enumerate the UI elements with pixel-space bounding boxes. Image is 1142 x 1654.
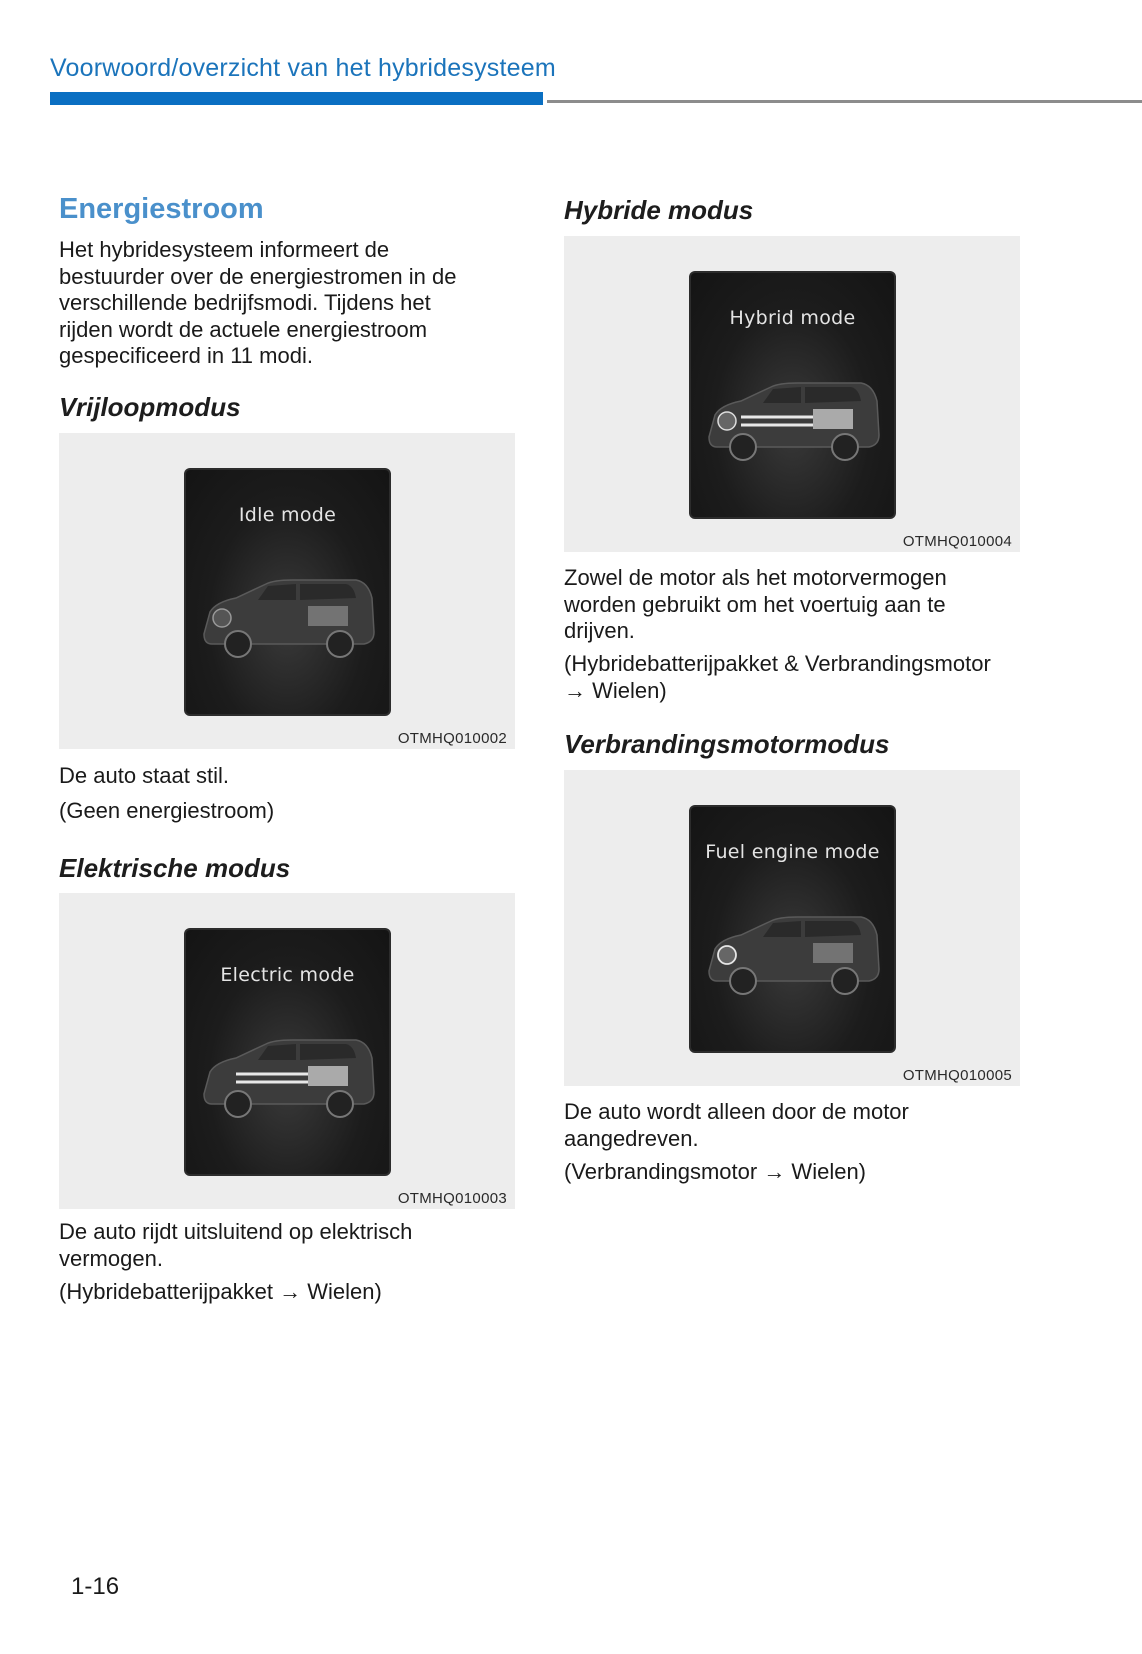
hybrid-description	[564, 565, 1014, 645]
intro-line: rijden wordt de actuele energiestroom	[59, 316, 428, 342]
hybrid-mode-figure	[564, 236, 1020, 552]
car-illustration-icon	[701, 367, 884, 477]
electric-mode-figure	[59, 893, 515, 1209]
idle-energy-flow: (Geen energiestroom)	[59, 798, 275, 823]
idle-mode-screen-label: Idle mode	[238, 504, 337, 526]
figure-code: OTMHQ010004	[902, 533, 1012, 550]
electric-energy-flow: (Hybridebatterijpakket → Wielen)	[59, 1279, 382, 1304]
header-rule-blue	[50, 92, 543, 105]
hybrid-mode-screen-label: Hybrid mode	[729, 307, 856, 329]
electric-mode-screen-label: Electric mode	[220, 964, 355, 986]
figure-code: OTMHQ010005	[902, 1067, 1012, 1084]
header-rule-gray	[547, 100, 1142, 103]
description-line: aangedreven.	[564, 1125, 699, 1151]
description-line: vermogen.	[59, 1245, 163, 1271]
fuel-mode-title: Verbrandingsmotormodus	[564, 729, 890, 759]
fuel-mode-figure	[564, 770, 1020, 1086]
intro-line: Het hybridesysteem informeert de	[59, 237, 390, 262]
flow-line: → Wielen)	[564, 677, 667, 703]
car-illustration-icon	[701, 901, 884, 1011]
figure-code: OTMHQ010003	[397, 1190, 507, 1207]
description-line: Zowel de motor als het motorvermogen	[564, 565, 947, 590]
description-line: De auto wordt alleen door de motor	[564, 1099, 909, 1124]
fuel-mode-screen-label: Fuel engine mode	[705, 841, 880, 863]
idle-mode-figure	[59, 433, 515, 749]
car-illustration-icon	[196, 1024, 379, 1134]
description-line: De auto rijdt uitsluitend op elektrisch	[59, 1219, 413, 1244]
hybrid-mode-screen	[691, 273, 894, 517]
intro-line: gespecificeerd in 11 modi.	[59, 343, 313, 368]
idle-mode-title: Vrijloopmodus	[59, 392, 241, 422]
car-illustration-icon	[196, 564, 379, 674]
flow-line: (Hybridebatterijpakket & Verbrandingsmotor	[564, 651, 991, 676]
fuel-mode-screen	[691, 807, 894, 1051]
figure-code: OTMHQ010002	[397, 730, 507, 747]
description-line: worden gebruikt om het voertuig aan te	[564, 591, 946, 617]
intro-line: bestuurder over de energiestromen in de	[59, 263, 457, 289]
fuel-description	[564, 1099, 1014, 1152]
idle-description: De auto staat stil.	[59, 763, 229, 788]
fuel-energy-flow: (Verbrandingsmotor → Wielen)	[564, 1159, 867, 1184]
electric-mode-title: Elektrische modus	[59, 853, 291, 883]
page-number: 1-16	[71, 1573, 120, 1600]
intro-paragraph	[59, 237, 509, 370]
electric-description	[59, 1219, 509, 1272]
running-header-title: Voorwoord/overzicht van het hybridesysteem	[50, 54, 556, 82]
description-line: drijven.	[564, 618, 635, 643]
electric-mode-screen	[186, 930, 389, 1174]
section-title: Energiestroom	[59, 193, 264, 225]
intro-line: verschillende bedrijfsmodi. Tijdens het	[59, 290, 431, 315]
hybrid-mode-title: Hybride modus	[564, 195, 754, 225]
hybrid-energy-flow	[564, 651, 1024, 704]
idle-mode-screen	[186, 470, 389, 714]
